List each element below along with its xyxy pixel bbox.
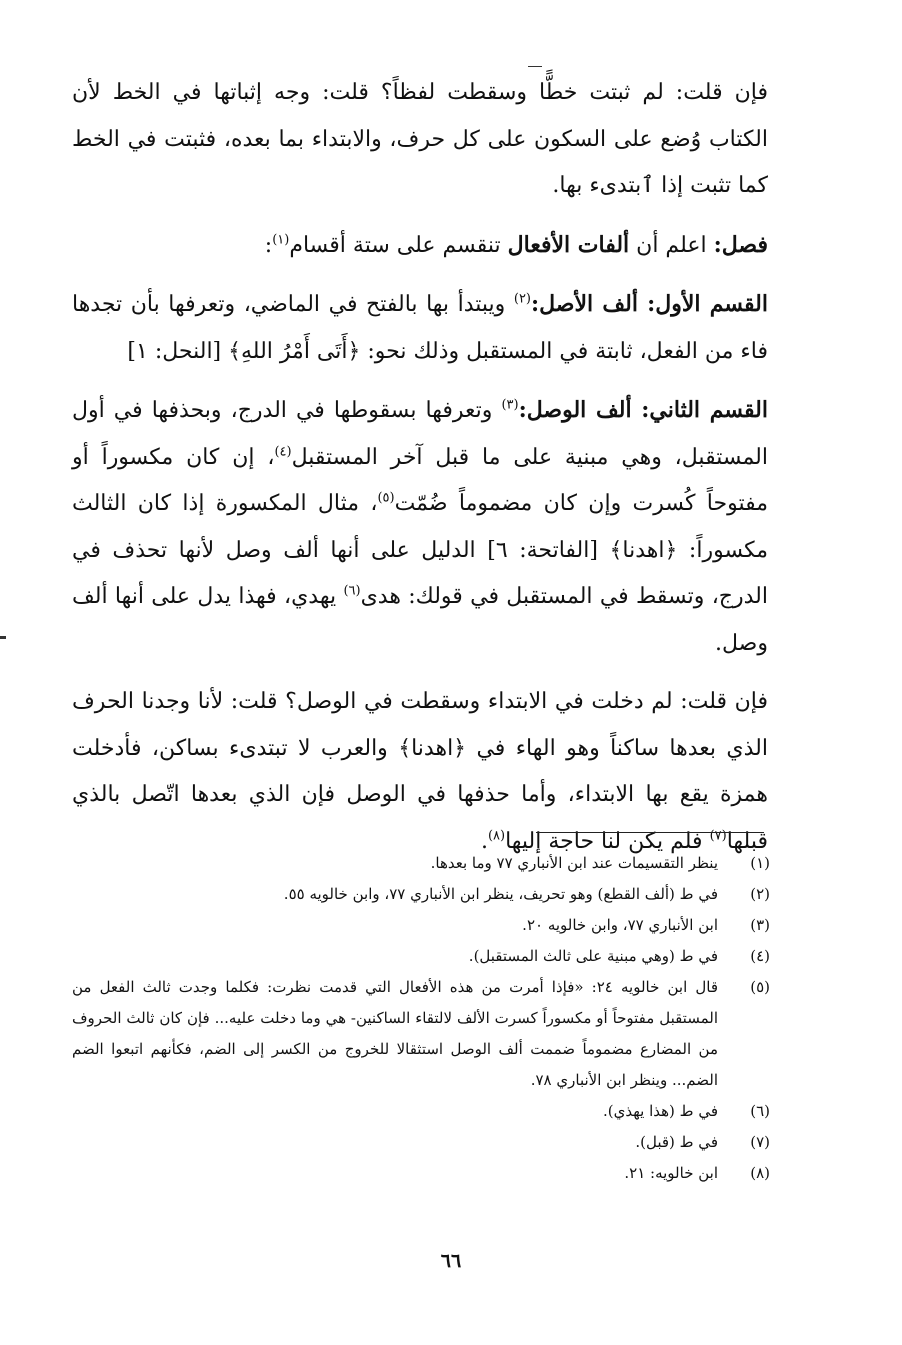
footnote-ref-1: (١) (272, 232, 290, 248)
footnote-ref-8: (٨) (487, 828, 506, 844)
footnote-item (72, 972, 770, 1096)
footnote-item (72, 941, 770, 972)
footnote-item (72, 1158, 770, 1189)
footnote-text: في ط (وهي مبنية على ثالث المستقبل). (468, 947, 718, 965)
footnote-ref-5: (٥) (377, 490, 395, 506)
page-number: ٦٦ (440, 1250, 462, 1272)
footnote-ref-6: (٦) (343, 583, 361, 599)
footnote-number: (٥) (750, 978, 770, 996)
footnote-item (72, 1096, 770, 1127)
paragraph-1: فإن قلت: لم ثبتت خطًّا وسقطت لفظاً؟ قلت: وجه إثباتها في الخط لأن الكتاب وُضع على السكون على كل حرف، والابتداء بما بعده، فثبتت في الخط كما تثبت إذا ٱبتدىء بها. (72, 80, 768, 198)
main-text (72, 70, 768, 865)
footnote-number: (٧) (750, 1133, 770, 1151)
footnote-text: ابن الأنباري ٧٧، وابن خالويه ٢٠. (522, 916, 718, 934)
footnote-text: قال ابن خالويه ٢٤: «فإذا أمرت من هذه الأفعال التي قدمت نظرت: فكلما وجدت ثالث الفعل من المستقبل مفتوحاً أو مكسوراً كسرت الألف لالتقاء الساكنين- هي وما دخلت عليه... فإن كان ثالث الحروف من المضارع مضموماً ضممت ألف الوصل استثقالا للخروج من الكسر إلى الضم، فكأنهم اتبعوا الضم الضم... وينظر ابن الأنباري ٧٨. (72, 978, 718, 1089)
paragraph-4: القسم الثاني: ألف الوصل:$^{(٣)}$ وتعرفها بسقوطها في الدرج، وبحذفها في أول المستقبل، وهي مبنية على ما قبل آخر المستقبل$^{(٤)}$، إن كان مكسوراً أو مفتوحاً كُسرت وإن كان مضموماً ضُمّت$^{(٥)}$، مثال المكسورة إذا كان الثالث مكسوراً: ﴿اهدنا﴾ [الفاتحة: ٦] الدليل على أنها ألف وصل لأنها تحذف في الدرج، وتسقط في المستقبل في قولك: هدى$^{(٦)}$ يهدي، فهذا يدل على أنها ألف وصل. (72, 397, 769, 656)
footnote-item (72, 910, 770, 941)
footnote-number: (٣) (750, 916, 770, 934)
footnote-text: في ط (هذا يهذي). (603, 1102, 718, 1120)
footnote-item (72, 848, 770, 879)
paragraph-5: فإن قلت: لم دخلت في الابتداء وسقطت في الوصل؟ قلت: لأنا وجدنا الحرف الذي بعدها ساكناً وهو الهاء في ﴿اهدنا﴾ والعرب لا تبتدىء بساكن، فأدخلت همزة يقع بها الابتداء، وأما حذفها في الوصل فإن الذي بعدها اتّصل بالذي قبلها$^{(٧)}$ فلم يكن لنا حاجة إليها$^{(٨)}$. (72, 689, 768, 854)
footnote-number: (٤) (750, 947, 770, 965)
footnote-number: (٦) (750, 1102, 770, 1120)
footnote-number: (٢) (750, 885, 770, 903)
footnote-ref-7: (٧) (709, 828, 727, 844)
footnote-text: في ط (ألف القطع) وهو تحريف، ينظر ابن الأنباري ٧٧، وابن خالويه ٥٥. (283, 885, 718, 903)
footnote-item (72, 1127, 770, 1158)
footnote-number: (١) (750, 854, 770, 872)
footnote-ref-3: (٣) (501, 397, 519, 413)
footnote-ref-4: (٤) (274, 444, 292, 460)
scan-mark (528, 66, 542, 67)
paragraph-3: القسم الأول: ألف الأصل:$^{(٢)}$ ويبتدأ بها بالفتح في الماضي، وتعرفها بأن تجدها فاء من الفعل، ثابتة في المستقبل وذلك نحو: ﴿أَتَى أَمْرُ اللهِ﴾ [النحل: ١] (72, 291, 768, 364)
footnote-text: ابن خالويه: ٢١. (624, 1164, 718, 1182)
paragraph-2: فصل: اعلم أن ألفات الأفعال تنقسم على ستة أقسام$^{(١)}$: (264, 231, 768, 258)
footnotes (72, 848, 770, 1189)
footnote-ref-2: (٢) (513, 291, 531, 307)
scan-mark (0, 636, 6, 639)
footnote-number: (٨) (750, 1164, 770, 1182)
footnote-text: في ط (قبل). (635, 1133, 718, 1151)
footnote-text: ينظر التقسيمات عند ابن الأنباري ٧٧ وما بعدها. (430, 854, 718, 872)
footnote-item (72, 879, 770, 910)
footnote-separator (536, 832, 764, 833)
